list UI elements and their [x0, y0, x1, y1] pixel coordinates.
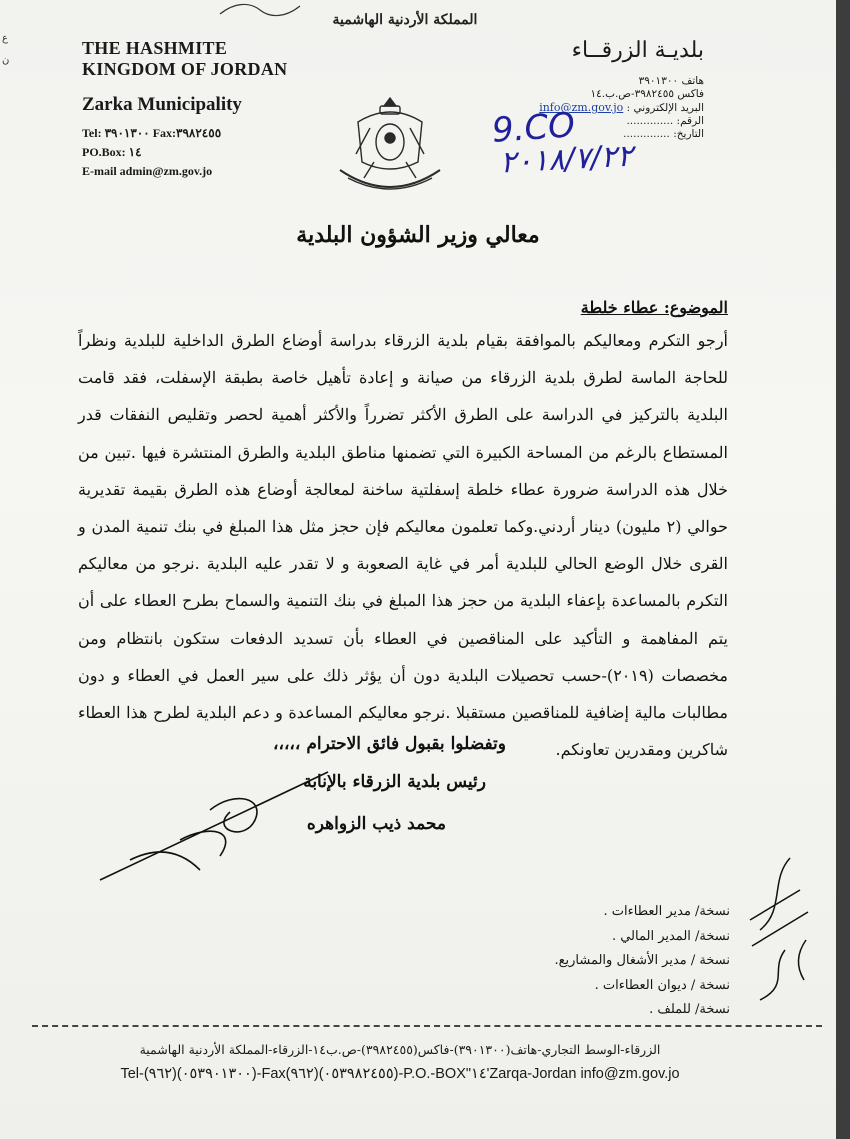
closing-phrase: وتفضلوا بقبول فائق الاحترام ،،،،، [272, 734, 506, 754]
municipality-name-arabic: بلديـة الزرقــاء [571, 38, 704, 63]
recipient-title: معالي وزير الشؤون البلدية [296, 222, 540, 248]
letter-subject: الموضوع: عطاء خلطة [580, 298, 728, 317]
date-label: التاريخ: [673, 128, 704, 140]
kingdom-name-arabic: المملكة الأردنية الهاشمية [332, 12, 478, 28]
date-dots: .............. [623, 128, 670, 140]
footer-address-english: Tel-(٩٦٢)(٠٥٣٩٠١٣٠٠)-Fax(٩٦٢)(٠٥٣٩٨٢٤٥٥)-P.O.-BOX"١٤'Zarqa-Jordan info@zm.gov.jo [120, 1066, 680, 1082]
copy-line: نسخة/ المدير المالي . [611, 928, 730, 944]
ref-label: الرقم: [676, 115, 704, 127]
handwritten-ref-number: 9.CO [490, 105, 577, 151]
letter-body: أرجو التكرم ومعاليكم بالموافقة بقيام بلدية الزرقاء بدراسة أوضاع الطرق الداخلية للبلدية ونظراً للحاجة الماسة لطرق بلدية الزرقاء من صيانة و إعادة تأهيل خاصة بطبقة الإسفلت، فقد قامت البلدية بالتركيز في الدراسة على الطرق الأكثر تضرراً والأكثر أهمية لحصر وتقليص النفقات قدر المستطاع بالرغم من المساحة الكبيرة التي تضمنها مناطق البلدية والطرق المنتشرة فيها .تبين من خلال هذه الدراسة ضرورة عطاء خلطة إسفلتية ساخنة لمعالجة أوضاع هذه الطرق بقيمة تقديرية حوالي (٢ مليون) دينار أردني.وكما تعلمون معاليكم فإن حجز مثل هذا المبلغ في بنك تنمية المدن و القرى خلال الوضع الحالي للبلدية أمر في غاية الصعوبة و لا تقدر عليه البلدية .نرجو من معاليكم التكرم بالمساعدة بإعفاء البلدية من حجز هذا المبلغ في بنك التنمية والسماح بطرح العطاء على أن يتم المفاهمة و التأكيد على المناقصين في العطاء بأن تسديد الدفعات ستكون بانتظام ومن مخصصات (٢٠١٩)-حسب تحصيلات البلدية دون أن يؤثر ذلك على سير العمل في العطاء و دون مطالبات مالية إضافية للمناقصين مستقبلا .نرجو معاليكم المساعدة و دعم البلدية لطرح هذا العطاء شاكرين ومقدرين تعاونكم. [78, 331, 729, 760]
footer-address-arabic: الزرقاء-الوسط التجاري-هاتف(٣٩٠١٣٠٠)-فاكس(٣٩٨٢٤٥٥)-ص.ب١٤-الزرقاء-المملكة الأردنية الهاشمية [139, 1042, 661, 1057]
kingdom-name-english-line2: KINGDOM OF JORDAN [82, 59, 288, 79]
footer-divider [32, 1025, 822, 1027]
left-margin-marks: ع ن [2, 33, 10, 66]
signatory-title: رئيس بلدية الزرقاء بالإنابة [303, 772, 486, 792]
signatory-name: محمد ذيب الزواهره [306, 814, 446, 834]
phone-arabic: هاتف ٣٩٠١٣٠٠ [638, 75, 704, 87]
handwritten-signature-icon [60, 760, 360, 890]
page-edge-shadow [836, 0, 850, 1139]
tel-fax-english: Tel: ٣٩٠١٣٠٠ Fax:٣٩٨٢٤٥٥ [82, 126, 222, 140]
email-english: E-mail admin@zm.gov.jo [82, 164, 213, 178]
email-label-arabic: البريد الإلكتروني : [626, 102, 704, 114]
copy-line: نسخة/ مدير العطاءات . [603, 904, 730, 919]
email-link[interactable]: info@zm.gov.jo [539, 101, 624, 114]
ref-dots: .............. [626, 115, 674, 127]
fax-arabic: فاكس ٣٩٨٢٤٥٥-ص.ب.١٤ [590, 88, 704, 100]
copies-list [554, 900, 730, 1023]
letterhead-english [82, 38, 287, 181]
municipality-name-english: Zarka Municipality [82, 94, 242, 115]
copy-line: نسخة/ للملف . [649, 1002, 730, 1017]
handwritten-date: ٢٠١٨/٧/٢٢ [499, 138, 634, 181]
pobox-english: PO.Box: ١٤ [82, 145, 142, 159]
copy-line: نسخة / ديوان العطاءات . [594, 977, 730, 993]
kingdom-name-english-line1: THE HASHMITE [82, 38, 228, 58]
top-scribble [215, 0, 305, 22]
copy-line: نسخة / مدير الأشغال والمشاريع. [554, 953, 730, 968]
jordan-coat-of-arms-icon [330, 92, 450, 198]
handwritten-annotation-icon [730, 850, 820, 1010]
